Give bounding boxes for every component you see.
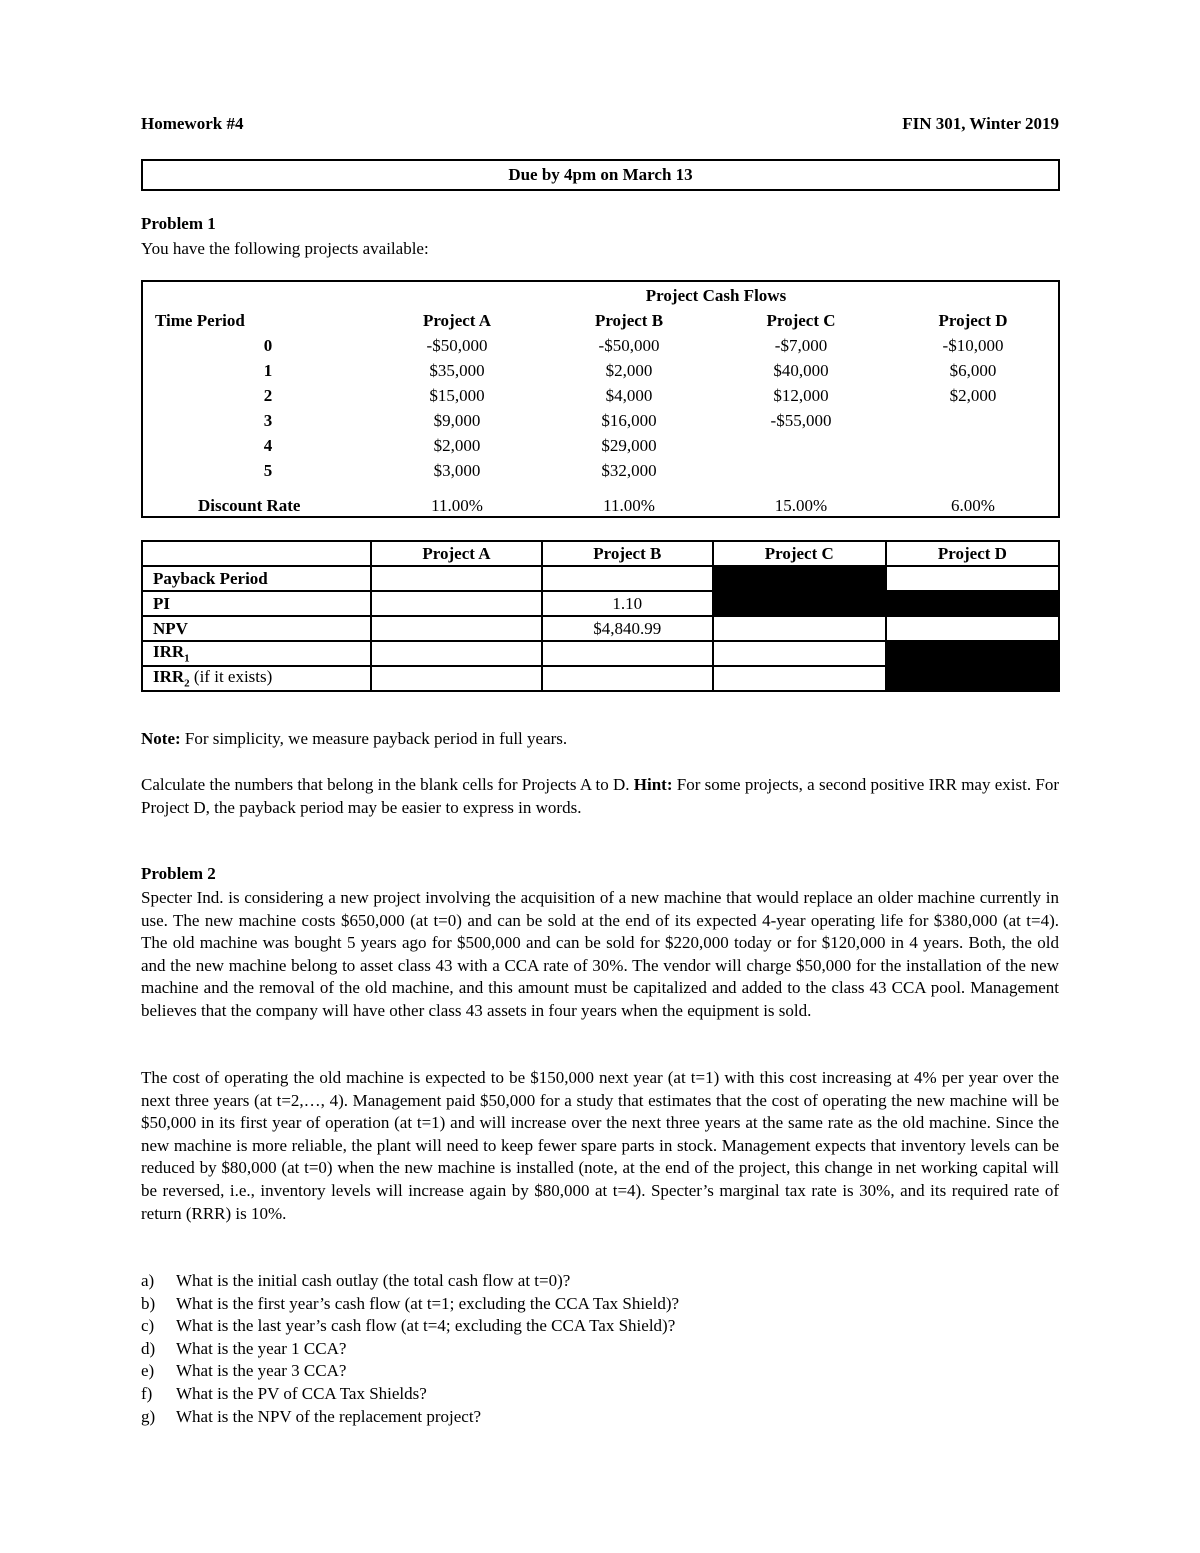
problem2-paragraph-1: Specter Ind. is considering a new project involving the acquisition of a new machine that would replace an older machine currently in use. The new machine costs $650,000 (at t=0) and can be sold at the end of its expected 4-year operating life for $380,000 (at t=4). The old machine was bought 5 years ago for $500,000 and can be sold for $220,000 today or for $120,000 in 4 years. Both, the old and the new machine belong to asset class 43 with a CCA rate of 30%. The vendor will charge $50,000 for the installation of the new machine and the removal of the old machine, and this amount must be capitalized and added to the class 43 CCA pool. Management believes that the company will have other class 43 assets in four years when the equipment is sold.	[141, 888, 1059, 1020]
question-key: b)	[141, 1293, 156, 1313]
answer-cell-b	[542, 566, 713, 591]
metric-subscript: 2	[184, 677, 190, 690]
time-period-value: 1	[263, 361, 273, 380]
calc-text-1: Calculate the numbers that belong in the blank cells for Projects A to D.	[141, 775, 634, 794]
question-key: c)	[141, 1316, 155, 1336]
cash-flow-cell-a: $15,000	[429, 386, 485, 405]
cash-flow-cell-b: -$50,000	[598, 336, 660, 355]
cash-flow-row	[143, 459, 1058, 483]
problem2-title: Problem 2	[141, 864, 216, 883]
question-item	[141, 1360, 1059, 1383]
cash-flow-row	[143, 409, 1058, 433]
results-row	[142, 666, 1059, 691]
course-term: FIN 301, Winter 2019	[902, 114, 1059, 133]
answer-cell-c	[713, 641, 886, 666]
question-text: What is the NPV of the replacement project?	[176, 1406, 482, 1426]
time-period-value: 0	[263, 336, 273, 355]
answer-cell-b	[542, 666, 713, 691]
cash-flow-cell-d: -$10,000	[942, 336, 1004, 355]
cash-flow-row	[143, 384, 1058, 408]
answer-cell-a	[371, 566, 542, 591]
answer-cell-d	[886, 616, 1059, 641]
cash-flow-cell-b: $32,000	[601, 461, 657, 480]
col-header-a: Project A	[422, 311, 492, 330]
cash-flow-cell-a: $35,000	[429, 361, 485, 380]
cash-flow-cell-c: -$7,000	[774, 336, 828, 355]
answer-cell-a	[371, 641, 542, 666]
time-period-value: 5	[263, 461, 273, 480]
results-row-label	[142, 641, 371, 666]
answer-cell-a	[371, 666, 542, 691]
cash-flow-row	[143, 359, 1058, 383]
question-text: What is the PV of CCA Tax Shields?	[176, 1383, 427, 1403]
homework-title: Homework #4	[141, 114, 244, 133]
cash-flow-cell-a: $3,000	[433, 461, 481, 480]
cash-flow-cell-d: $6,000	[949, 361, 997, 380]
question-key: a)	[141, 1271, 155, 1290]
cash-flow-cell-a: $9,000	[433, 411, 481, 430]
answer-cell-b: 1.10	[542, 591, 713, 616]
discount-rate-row	[143, 494, 1058, 518]
blacked-out-cell	[713, 566, 886, 591]
question-key: g)	[141, 1406, 156, 1426]
results-row-label	[142, 591, 371, 616]
calc-text-2: For some projects, a second positive IRR may exist. For Project D, the payback period may be easier to express in words.	[141, 775, 1059, 817]
metric-suffix: (if it exists)	[189, 667, 273, 687]
results-row	[142, 591, 1059, 616]
time-period-value: 3	[263, 411, 273, 430]
cash-flow-header-row	[143, 309, 1058, 333]
cash-flow-cell-d: $2,000	[949, 386, 997, 405]
results-header-b: Project B	[542, 541, 713, 566]
results-row	[142, 566, 1059, 591]
cash-flow-table	[141, 280, 1060, 518]
metric-name: IRR	[153, 642, 185, 662]
question-item	[141, 1293, 1059, 1316]
blacked-out-cell	[886, 591, 1059, 616]
results-header-a: Project A	[371, 541, 542, 566]
note-label: Note:	[141, 729, 181, 748]
question-item	[141, 1338, 1059, 1361]
time-period-value: 2	[263, 386, 273, 405]
question-text: What is the first year’s cash flow (at t=1; excluding the CCA Tax Shield)?	[176, 1293, 680, 1313]
cash-flow-group-header: Project Cash Flows	[645, 286, 787, 305]
metric-name: IRR	[153, 667, 185, 687]
answer-cell-d	[886, 566, 1059, 591]
metric-name: PI	[153, 593, 170, 613]
question-text: What is the last year’s cash flow (at t=4; excluding the CCA Tax Shield)?	[176, 1316, 676, 1336]
question-item	[141, 1315, 1059, 1338]
due-date-box: Due by 4pm on March 13	[141, 159, 1060, 191]
answer-cell-a	[371, 591, 542, 616]
results-row-label	[142, 566, 371, 591]
question-key: e)	[141, 1361, 155, 1381]
metric-name: Payback Period	[153, 568, 268, 588]
question-key: d)	[141, 1338, 156, 1358]
blacked-out-cell	[886, 641, 1059, 666]
question-text: What is the initial cash outlay (the total cash flow at t=0)?	[176, 1271, 571, 1290]
question-key: f)	[141, 1383, 153, 1403]
discount-rate-d: 6.00%	[951, 496, 995, 515]
page-header	[141, 114, 1059, 138]
cash-flow-cell-c: $40,000	[773, 361, 829, 380]
col-header-c: Project C	[766, 311, 836, 330]
results-header-c: Project C	[713, 541, 886, 566]
answer-cell-a	[371, 616, 542, 641]
results-row	[142, 616, 1059, 641]
note-paragraph	[141, 728, 1059, 751]
metric-subscript: 1	[184, 652, 190, 665]
cash-flow-cell-b: $2,000	[605, 361, 653, 380]
discount-rate-label: Discount Rate	[198, 496, 301, 515]
results-table	[141, 540, 1060, 692]
question-item	[141, 1406, 1059, 1429]
cash-flow-cell-a: $2,000	[433, 436, 481, 455]
question-item	[141, 1383, 1059, 1406]
cash-flow-cell-c: -$55,000	[770, 411, 832, 430]
question-text: What is the year 1 CCA?	[176, 1338, 347, 1358]
question-item	[141, 1270, 1059, 1293]
discount-rate-a: 11.00%	[431, 496, 483, 515]
cash-flow-row	[143, 334, 1058, 358]
problem1-intro: You have the following projects available:	[141, 239, 429, 258]
hint-label: Hint:	[633, 775, 673, 794]
col-header-d: Project D	[938, 311, 1008, 330]
calc-instructions	[141, 774, 1059, 819]
col-header-b: Project B	[594, 311, 664, 330]
cash-flow-cell-a: -$50,000	[426, 336, 488, 355]
results-corner-cell	[142, 541, 371, 566]
discount-rate-c: 15.00%	[774, 496, 828, 515]
cash-flow-cell-b: $29,000	[601, 436, 657, 455]
blacked-out-cell	[886, 666, 1059, 691]
cash-flow-cell-c: $12,000	[773, 386, 829, 405]
answer-cell-c	[713, 616, 886, 641]
time-period-header: Time Period	[155, 311, 245, 330]
cash-flow-group-header-row	[143, 284, 1058, 308]
blacked-out-cell	[713, 591, 886, 616]
problem2-paragraph-2: The cost of operating the old machine is expected to be $150,000 next year (at t=1) with this cost increasing at 4% per year over the next three years (at t=2,…, 4). Management paid $50,000 for a study that estimates that the cost of operating the new machine will be $50,000 in its first year of operation (at t=1) and will increase over the next three years at the same rate as the old machine. Since the new machine is more reliable, the plant will need to keep fewer spare parts in stock. Management expects that inventory levels can be reduced by $80,000 (at t=0) when the new machine is installed (note, at the end of the project, this change in net working capital will be reversed, i.e., inventory levels will increase again by $80,000 at t=4). Specter’s marginal tax rate is 30%, and its required rate of return (RRR) is 10%.	[141, 1068, 1059, 1223]
time-period-value: 4	[263, 436, 273, 455]
cash-flow-cell-b: $16,000	[601, 411, 657, 430]
question-text: What is the year 3 CCA?	[176, 1361, 347, 1381]
results-header-row	[142, 541, 1059, 566]
metric-name: NPV	[153, 618, 188, 638]
cash-flow-row	[143, 434, 1058, 458]
results-header-d: Project D	[886, 541, 1059, 566]
results-row	[142, 641, 1059, 666]
results-row-label	[142, 666, 371, 691]
note-text: For simplicity, we measure payback period in full years.	[180, 729, 568, 748]
problem1-title: Problem 1	[141, 214, 216, 233]
results-row-label	[142, 616, 371, 641]
answer-cell-b	[542, 641, 713, 666]
answer-cell-b: $4,840.99	[542, 616, 713, 641]
discount-rate-b: 11.00%	[603, 496, 655, 515]
answer-cell-c	[713, 666, 886, 691]
cash-flow-cell-b: $4,000	[605, 386, 653, 405]
problem2-questions	[141, 1270, 1059, 1428]
